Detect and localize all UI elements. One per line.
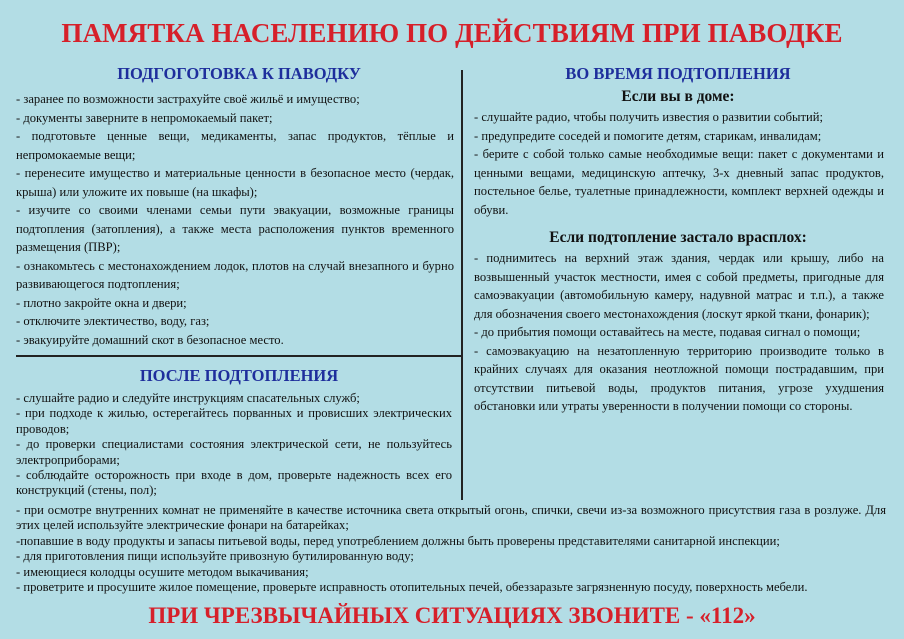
list-item: - заранее по возможности застрахуйте своё жильё и имущество; [16, 92, 360, 106]
list-item: - перенесите имущество и материальные ценности в безопасное место (чердак, крыша) или уложите их повыше (на шкафы); [16, 166, 454, 199]
preparation-list [16, 90, 454, 349]
list-item: - самоэвакуацию на незатопленную территорию производите только в крайних случаях для оказания неотложной помощи пострадавшим, при отсутствии питьевой воды, продуктов питания, угрозе ухудшения обстановки или утраты уверенности в получении помощи со стороны. [474, 343, 884, 413]
list-item: - плотно закройте окна и двери; [16, 295, 187, 310]
list-item: - проветрите и просушите жилое помещение, проверьте исправность отопительных печей, обеззаразьте загрязненную посуду, поверхность мебели. [16, 580, 808, 595]
at-home-list [474, 108, 884, 219]
vertical-divider [461, 70, 463, 500]
list-item: - при подходе к жилью, остерегайтесь порванных и провисших электрических проводов; [16, 406, 452, 436]
list-item: - документы заверните в непромокаемый пакет; [16, 110, 273, 125]
list-item: - подготовьте ценные вещи, медикаменты, запас продуктов, тёплые и непромокаемые вещи; [16, 129, 454, 162]
subheading-caught-off-guard: Если подтопление застало врасплох: [549, 229, 807, 246]
section-heading-during: ВО ВРЕМЯ ПОДТОПЛЕНИЯ [565, 64, 791, 83]
list-item: - при осмотре внутренних комнат не применяйте в качестве источника света открытый огонь, спички, свечи из-за возможного присутствия газа в розлуже. Для этих целей используйте электрические фонари на батарейках; [16, 503, 886, 533]
section-heading-after: ПОСЛЕ ПОДТОПЛЕНИЯ [139, 366, 339, 385]
subheading-at-home: Если вы в доме: [621, 88, 735, 105]
list-item: - отключите электичество, воду, газ; [16, 314, 210, 328]
list-item: - изучите со своими членами семьи пути эвакуации, возможные границы подтопления (затопления), а также места расположения пунктов временного размещения (ПВР); [16, 203, 454, 254]
list-item: - слушайте радио, чтобы получить известия о развитии событий; [474, 110, 823, 124]
list-item: - до прибытия помощи оставайтесь на месте, подавая сигнал о помощи; [474, 325, 861, 339]
page-title: ПАМЯТКА НАСЕЛЕНИЮ ПО ДЕЙСТВИЯМ ПРИ ПАВОДКЕ [61, 18, 843, 48]
caught-off-guard-list [474, 249, 884, 416]
list-item: - имеющиеся колодцы осушите методом выкачивания; [16, 564, 309, 579]
list-item: - до проверки специалистами состояния электрической сети, не пользуйтесь электроприборами; [16, 437, 452, 467]
list-item: - слушайте радио и следуйте инструкциям спасательных служб; [16, 391, 360, 405]
emergency-footer: ПРИ ЧРЕЗВЫЧАЙНЫХ СИТУАЦИЯХ ЗВОНИТЕ - «112» [148, 603, 756, 628]
section-heading-preparation: ПОДГОГОТОВКА К ПАВОДКУ [117, 64, 361, 83]
after-list [16, 391, 452, 499]
list-item: - поднимитесь на верхний этаж здания, чердак или крышу, либо на возвышенный участок местности, имея с собой предметы, пригодные для самоэвакуации (автомобильную камеру, надувной матрас и т.п.), а также для обозначения своего местонахождения (лоскут яркой ткани, фонарик); [474, 251, 884, 321]
after-list-full-width [16, 503, 886, 595]
list-item: - для приготовления пищи используйте привозную бутилированную воду; [16, 549, 414, 564]
list-item: - берите с собой только самые необходимые вещи: пакет с документами и ценными вещами, медицинскую аптечку, 3-х дневный запас продуктов, постельное белье, туалетные принадлежности, комплект верхней одежды и обуви. [474, 147, 884, 217]
list-item: -попавшие в воду продукты и запасы питьевой воды, перед употреблением должны быть проверены представителями санитарной инспекции; [16, 533, 780, 548]
list-item: - соблюдайте осторожность при входе в дом, проверьте надежность всех его конструкций (стены, пол); [16, 468, 452, 498]
list-item: - предупредите соседей и помогите детям, старикам, инвалидам; [474, 128, 822, 143]
horizontal-divider [16, 355, 462, 357]
list-item: - ознакомьтесь с местонахождением лодок, плотов на случай внезапного и бурно развивающегося подтопления; [16, 258, 454, 291]
list-item: - эвакуируйте домашний скот в безопасное место. [16, 332, 284, 347]
